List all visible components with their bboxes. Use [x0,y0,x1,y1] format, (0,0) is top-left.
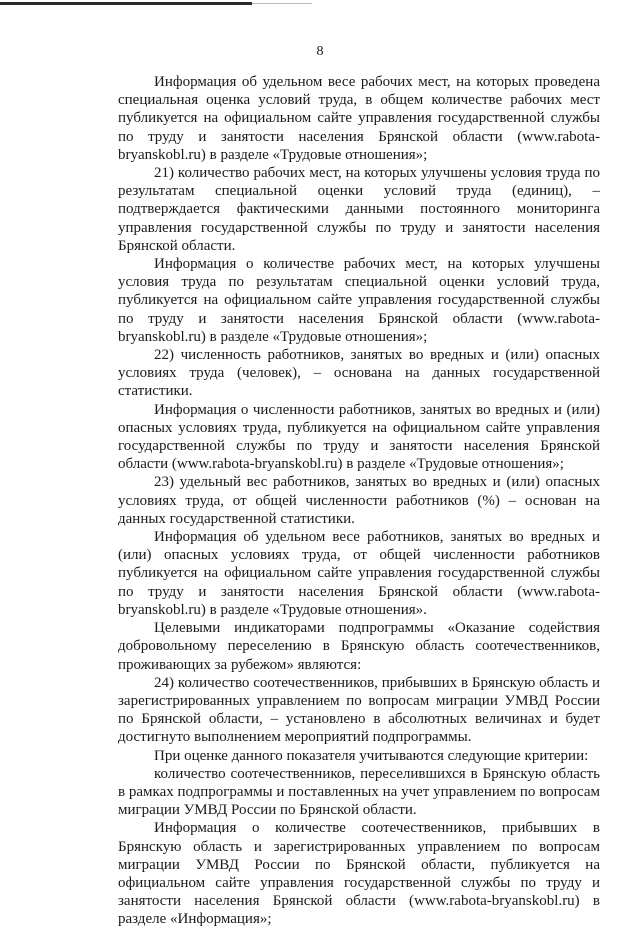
paragraph: 21) количество рабочих мест, на которых улучшены условия труда по результатам специальной оценки условий труда (единиц), – подтверждается фактическими данными постоянного мониторинга управления государственной службы по труду и занятости населения Брянской области. [118,165,600,254]
paragraph: 23) удельный вес работников, занятых во вредных и (или) опасных условиях труда, от общей численности работников (%) – основан на данных государственной статистики. [118,474,600,527]
document-body [118,73,600,929]
paragraph: Информация о численности работников, занятых во вредных и (или) опасных условиях труда, публикуется на официальном сайте управления государственной службы по труду и занятости населения Брянской области (www.rabota-bryanskobl.ru) в разделе «Трудовые отношения»; [118,401,600,473]
paragraph: 22) численность работников, занятых во вредных и (или) опасных условиях труда (человек), – основана на данных государственной статистики. [118,347,600,400]
scan-edge-mark-faint [252,3,312,4]
paragraph: 24) количество соотечественников, прибывших в Брянскую область и зарегистрированных управлением по вопросам миграции УМВД России по Брянской области, – установлено в абсолютных величинах и будет достигнуто выполнением мероприятий подпрограммы. [118,674,600,746]
paragraph: Информация о количестве рабочих мест, на которых улучшены условия труда по результатам специальной оценки условий труда, публикуется на официальном сайте управления государственной службы по труду и занятости населения Брянской области (www.rabota-bryanskobl.ru) в разделе «Трудовые отношения»; [118,256,600,345]
paragraph: Информация об удельном весе рабочих мест, на которых проведена специальная оценка условий труда, в общем количестве рабочих мест публикуется на официальном сайте управления государственной службы по труду и занятости населения Брянской области (www.rabota-bryanskobl.ru) в разделе «Трудовые отношения»; [118,74,600,163]
paragraph: При оценке данного показателя учитываются следующие критерии: [154,747,589,764]
scan-edge-mark [0,2,252,5]
page-number: 8 [316,44,324,59]
paragraph: Информация об удельном весе работников, занятых во вредных и (или) опасных условиях труда, от общей численности работников публикуется на официальном сайте управления государственной службы по труду и занятости населения Брянской области (www.rabota-bryanskobl.ru) в разделе «Трудовые отношения». [118,529,600,618]
paragraph: Информация о количестве соотечественников, прибывших в Брянскую область и зарегистрированных управлением по вопросам миграции УМВД России по Брянской области, публикуется на официальном сайте управления государственной службы по труду и занятости населения Брянской области (www.rabota-bryanskobl.ru) в разделе «Информация»; [118,820,600,928]
paragraph: Целевыми индикаторами подпрограммы «Оказание содействия добровольному переселению в Брянскую область соотечественников, проживающих за рубежом» являются: [118,620,600,673]
paragraph: количество соотечественников, переселившихся в Брянскую область в рамках подпрограммы и поставленных на учет управлением по вопросам миграции УМВД России по Брянской области. [118,765,600,819]
